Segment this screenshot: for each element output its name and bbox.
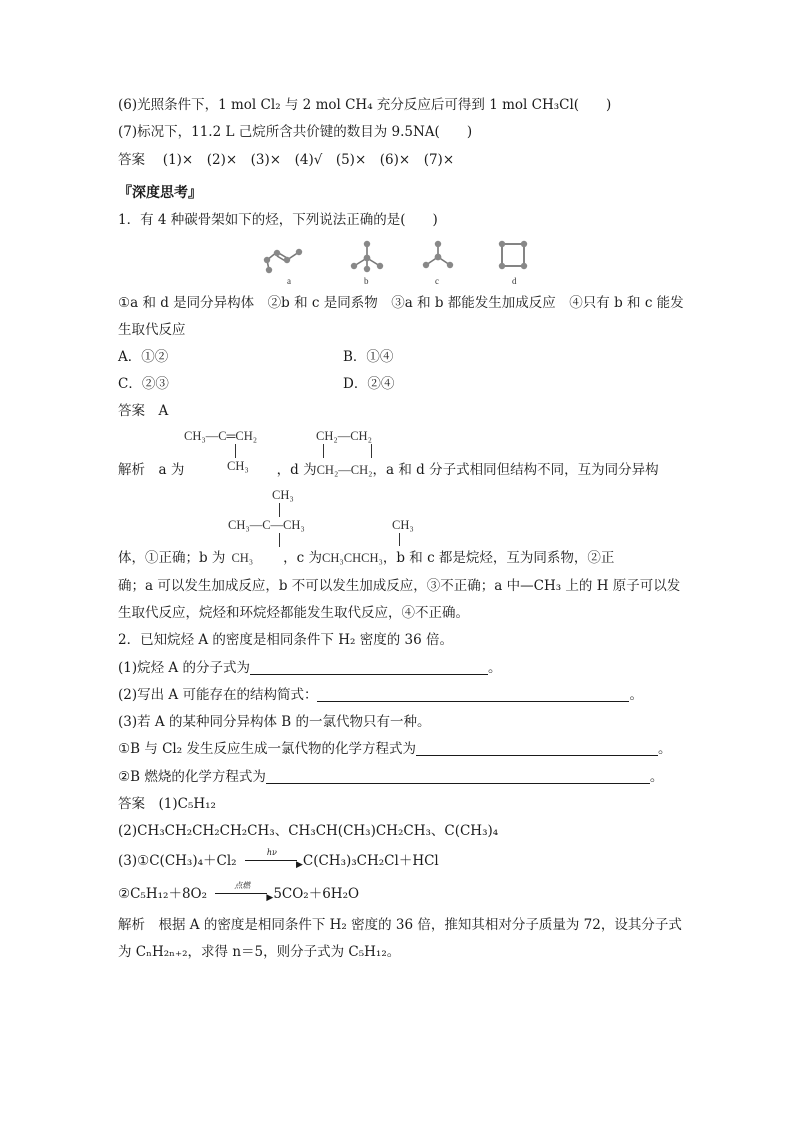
q2-ans1: (1)C₅H₁₂ bbox=[158, 796, 216, 812]
formula-c-top: CH₃ bbox=[392, 518, 414, 532]
reaction-condition-ignite: 点燃 bbox=[234, 881, 251, 890]
ans3-left: (3)①C(CH₃)₄＋Cl₂ bbox=[118, 853, 237, 869]
q1-expl-line1 bbox=[118, 461, 659, 479]
q2-expl-line2: 为 CₙH₂ₙ₊₂，求得 n＝5，则分子式为 C₅H₁₂。 bbox=[118, 944, 401, 960]
judge-item-6: (6)光照条件下，1 mol Cl₂ 与 2 mol CH₄ 充分反应后可得到 1 mol CH₃Cl( ) bbox=[118, 97, 612, 113]
q2-answer-3 bbox=[118, 848, 439, 870]
q2-sub3-1-text: ①B 与 Cl₂ 发生反应生成一氯代物的化学方程式为 bbox=[118, 741, 416, 757]
q2-sub3-1-blank[interactable] bbox=[416, 741, 658, 756]
mol-label-b: b bbox=[364, 276, 369, 286]
q1-statements-line2: 生取代反应 bbox=[118, 322, 186, 338]
q2-sub3-2-blank[interactable] bbox=[266, 769, 650, 784]
formula-c-main: CH₃CHCH₃ bbox=[322, 551, 383, 565]
q2-sub1-blank[interactable] bbox=[250, 660, 488, 675]
formula-d-top: CH₂—CH₂ bbox=[316, 429, 372, 443]
period: 。 bbox=[657, 741, 672, 757]
q1-option-a: A．①② bbox=[118, 349, 169, 365]
formula-b-bond-up bbox=[279, 503, 280, 517]
answer-text: (1)× (2)× (3)× (4)√ (5)× (6)× (7)× bbox=[162, 152, 455, 168]
q1-option-c: C．②③ bbox=[118, 376, 169, 392]
q2-sub3: (3)若 A 的某种同分异构体 B 的一氯代物只有一种。 bbox=[118, 714, 431, 730]
formula-a-bottom: CH₃ bbox=[227, 459, 249, 473]
formula-d-bond-right bbox=[371, 444, 372, 458]
q1-stem: 1．有 4 种碳骨架如下的烃，下列说法正确的是( ) bbox=[118, 212, 438, 228]
expl2-c: ，c 为 bbox=[283, 550, 323, 566]
q1-option-b: B．①④ bbox=[343, 349, 394, 365]
period: 。 bbox=[649, 769, 664, 785]
carbon-skeletons bbox=[255, 238, 545, 286]
answer-value: A bbox=[158, 403, 169, 419]
formula-c-bond bbox=[399, 533, 400, 546]
q2-sub1 bbox=[118, 659, 501, 677]
mol-label-d: d bbox=[512, 276, 517, 286]
ans4-left: ②C₅H₁₂＋8O₂ bbox=[118, 886, 208, 902]
mol-label-c: c bbox=[435, 276, 439, 286]
expl2-start: 体，①正确；b 为 bbox=[118, 550, 226, 566]
q1-statements-line1: ①a 和 d 是同分异构体 ②b 和 c 是同系物 ③a 和 b 都能发生加成反应 ④只有 b 和 c 能发 bbox=[118, 295, 684, 311]
formula-d-bottom: CH₂—CH₂ bbox=[316, 463, 373, 477]
q2-sub2 bbox=[118, 686, 643, 704]
reaction-arrow-icon: 点燃 ▶ bbox=[211, 885, 273, 899]
q2-sub3-2-text: ②B 燃烧的化学方程式为 bbox=[118, 769, 266, 785]
expl-label: 解析 bbox=[118, 462, 145, 478]
reaction-arrow-icon: hν ▶ bbox=[241, 852, 303, 866]
section-header: 『深度思考』 bbox=[118, 185, 202, 201]
ans3-right: C(CH₃)₃CH₂Cl＋HCl bbox=[302, 853, 439, 869]
molecule-a-icon bbox=[267, 252, 299, 270]
mol-label-a: a bbox=[287, 276, 291, 286]
q2-sub3-2 bbox=[118, 768, 663, 786]
q2-sub3-1 bbox=[118, 740, 671, 758]
formula-a-bond bbox=[235, 444, 236, 458]
formula-b-mid: CH₃—C—CH₃ bbox=[228, 518, 305, 532]
q2-answer-4 bbox=[118, 881, 360, 903]
q1-option-d: D．②④ bbox=[343, 376, 395, 392]
expl-label: 解析 bbox=[118, 917, 145, 933]
q2-expl-line1 bbox=[118, 916, 682, 934]
answer-label: 答案 bbox=[118, 152, 145, 168]
answer-label: 答案 bbox=[118, 796, 145, 812]
q1-answer bbox=[118, 402, 168, 420]
formula-b-top: CH₃ bbox=[272, 488, 294, 502]
q1-expl-line4: 生取代反应，烷烃和环烷烃都能发生取代反应，④不正确。 bbox=[118, 605, 469, 621]
q2-stem: 2．已知烷烃 A 的密度是相同条件下 H₂ 密度的 36 倍。 bbox=[118, 632, 453, 648]
judge-answer bbox=[118, 151, 454, 169]
formula-b-bond-down bbox=[279, 533, 280, 547]
ans4-right: 5CO₂＋6H₂O bbox=[273, 886, 360, 902]
expl2-rest: ，b 和 c 都是烷烃，互为同系物，②正 bbox=[382, 550, 615, 566]
formula-d-bond-left bbox=[323, 444, 324, 458]
q2-expl1: 根据 A 的密度是相同条件下 H₂ 密度的 36 倍，推知其相对分子质量为 72，设其分子式 bbox=[158, 917, 682, 933]
q2-sub1-text: (1)烷烃 A 的分子式为 bbox=[118, 660, 250, 676]
q2-answer-1 bbox=[118, 795, 216, 813]
q2-sub2-blank[interactable] bbox=[317, 687, 629, 702]
molecule-d-icon bbox=[502, 244, 524, 266]
answer-label: 答案 bbox=[118, 403, 145, 419]
q2-answer-2: (2)CH₃CH₂CH₂CH₂CH₃、CH₃CH(CH₃)CH₂CH₃、C(CH₃)₄ bbox=[118, 823, 499, 839]
expl1-d: ，d 为 bbox=[276, 462, 317, 478]
q2-sub2-text: (2)写出 A 可能存在的结构简式： bbox=[118, 687, 318, 703]
q1-expl-line3: 确；a 可以发生加成反应，b 不可以发生加成反应，③不正确；a 中—CH₃ 上的 H 原子可以发 bbox=[118, 578, 681, 594]
formula-a-top: CH₃—C═CH₂ bbox=[184, 429, 258, 443]
formula-b-bottom: CH₃ bbox=[231, 551, 254, 565]
reaction-condition-light: hν bbox=[266, 848, 277, 857]
q1-expl-line2 bbox=[118, 549, 614, 567]
period: 。 bbox=[487, 660, 502, 676]
judge-item-7: (7)标况下，11.2 L 己烷所含共价键的数目为 9.5NA( ) bbox=[118, 124, 473, 140]
period: 。 bbox=[629, 687, 643, 703]
expl1-a: a 为 bbox=[158, 462, 185, 478]
expl1-rest: ，a 和 d 分子式相同但结构不同，互为同分异构 bbox=[372, 462, 659, 478]
